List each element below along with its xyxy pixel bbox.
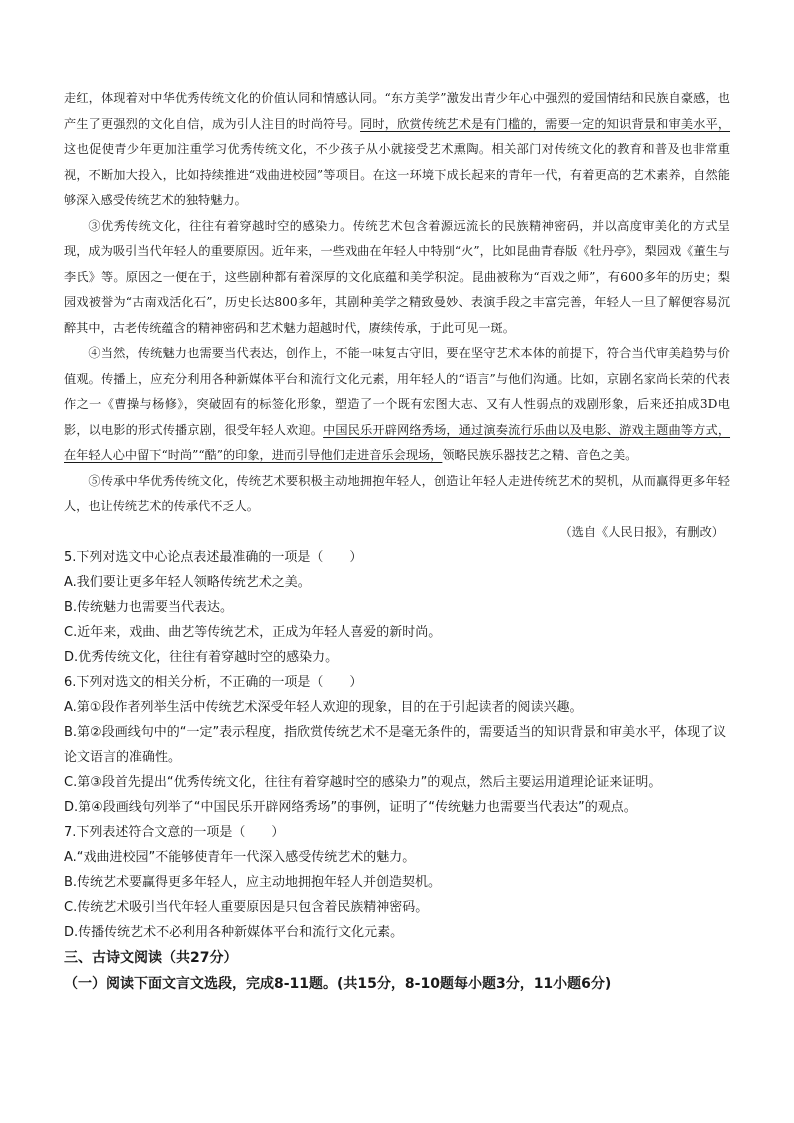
option-a: A.第①段作者列举生活中传统艺术深受年轻人欢迎的现象，目的在于引起读者的阅读兴趣。: [64, 700, 583, 715]
exam-page: [64, 86, 730, 997]
underlined-sentence: 中国民乐开辟网络秀场，通过演奏流行乐曲以及电影、游戏主题曲等方式，: [323, 422, 731, 437]
option-a: A.我们要让更多年轻人领略传统艺术之美。: [64, 575, 311, 590]
passage-text: ④当然，传统魅力也需要当代表达，创作上，不能一味复古守旧，要在坚守艺术本体的前提下，符合当代审美趋势与价值观。传播上，应充分利用各种新媒体平台和流行文化元素，用年轻人的“语言”与他们沟通。比如，京剧名家尚长荣的代表作之一《曹操与杨修》，突破固有的标签化形象，塑造了一个既有宏图大志、又有人性弱点的戏剧形象，后来还拍成3D电影，以电影的形式传播京剧，很受年轻人欢迎。: [64, 346, 730, 437]
passage-paragraph-3: ③优秀传统文化，往往有着穿越时空的感染力。传统艺术包含着源远流长的民族精神密码，并以高度审美化的方式呈现，成为吸引当代年轻人的重要原因。近年来，一些戏曲在年轻人中特别“火”，比如昆曲青春版《牡丹亭》，梨园戏《董生与李氏》等。原因之一便在于，这些剧种都有着深厚的文化底蕴和美学积淀。昆曲被称为“百戏之师”，有600多年的历史；梨园戏被誉为“古南戏活化石”，历史长达800多年，其剧种美学之精致曼妙、表演手段之丰富完善，年轻人一旦了解便容易沉醉其中，古老传统蕴含的精神密码和艺术魅力超越时代，赓续传承，于此可见一斑。: [64, 218, 730, 335]
option-d: D.传播传统艺术不必利用各种新媒体平台和流行文化元素。: [64, 925, 404, 940]
option-d: D.第④段画线句列举了“中国民乐开辟网络秀场”的事例，证明了“传统魅力也需要当代表达”的观点。: [64, 800, 637, 815]
passage-text: 这也促使青少年更加注重学习优秀传统文化，不少孩子从小就接受艺术熏陶。相关部门对传统文化的教育和普及也非常重视，不断加大投入，比如持续推进“戏曲进校园”等项目。在这一环境下成长起来的青年一代，有着更高的艺术素养，自然能够深入感受传统艺术的独特魅力。: [64, 142, 730, 207]
question-6: [64, 670, 730, 820]
option-c: C.传统艺术吸引当代年轻人重要原因是只包含着民族精神密码。: [64, 900, 429, 915]
question-7: [64, 820, 730, 945]
underlined-sentence: 同时，欣赏传统艺术是有门槛的，需要一定的知识背景和审美水平，: [360, 116, 731, 131]
option-b: B.传统魅力也需要当代表达。: [64, 600, 234, 615]
option-b: B.传统艺术要赢得更多年轻人，应主动地拥抱年轻人并创造契机。: [64, 875, 442, 890]
option-a: A.“戏曲进校园”不能够使青年一代深入感受传统艺术的魅力。: [64, 850, 416, 865]
passage-paragraph-5: ⑤传承中华优秀传统文化，传统艺术要积极主动地拥抱年轻人，创造让年轻人走进传统艺术的契机，从而赢得更多年轻人，也让传统艺术的传承代不乏人。: [64, 473, 730, 513]
question-stem: 5.下列对选文中心论点表述最准确的一项是（ ）: [64, 550, 363, 565]
passage-text: 走红，体现着对中华优秀传统文化的价值认同和情感认同。“东方美学”激发出青少年心中强烈的爱国情结和民族自豪感，也产生了更强烈的文化自信，成为引人注目的时尚符号。: [64, 91, 730, 131]
passage-text: 领略民族乐器技艺之精、音色之美。: [442, 448, 638, 462]
section-heading: 三、古诗文阅读（共27分）: [64, 950, 238, 966]
question-stem: 6.下列对选文的相关分析，不正确的一项是（ ）: [64, 675, 363, 690]
option-c: C.第③段首先提出“优秀传统文化，往往有着穿越时空的感染力”的观点，然后主要运用道理论证来证明。: [64, 775, 662, 790]
option-c: C.近年来，戏曲、曲艺等传统艺术，正成为年轻人喜爱的新时尚。: [64, 625, 442, 640]
underlined-sentence: 在年轻人心中留下“时尚”“酷”的印象，进而引导他们走进音乐会现场，: [64, 448, 443, 462]
passage-paragraph-2: [64, 86, 730, 214]
option-d: D.优秀传统文化，往往有着穿越时空的感染力。: [64, 650, 339, 665]
passage-source: （选自《人民日报》，有删改）: [559, 524, 724, 539]
subsection-heading: （一）阅读下面文言文选段，完成8-11题。(共15分，8-10题每小题3分，11小题6分): [64, 976, 612, 992]
option-b: B.第②段画线句中的“一定”表示程度，指欣赏传统艺术不是毫无条件的，需要适当的知识背景和审美水平，体现了议论文语言的准确性。: [64, 725, 727, 765]
question-stem: 7.下列表述符合文意的一项是（ ）: [64, 825, 285, 840]
question-5: [64, 545, 730, 670]
passage-paragraph-4: [64, 341, 730, 469]
